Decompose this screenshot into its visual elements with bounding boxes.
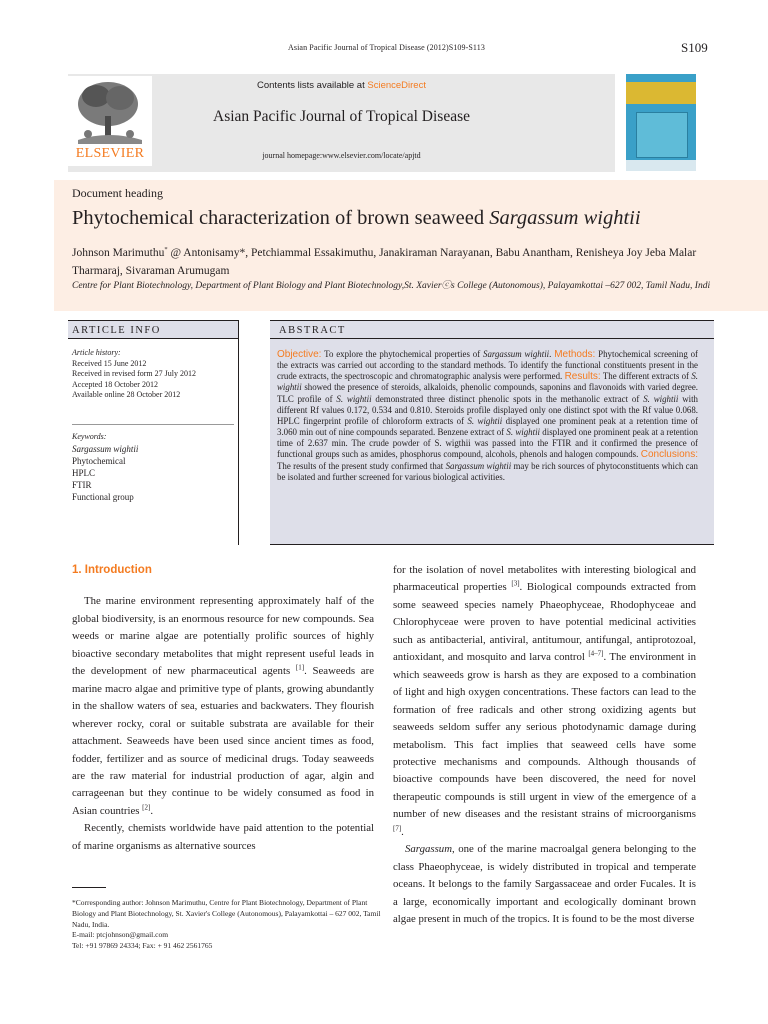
- body-right-column: [393, 562, 696, 929]
- history-item: Received in revised form 27 July 2012: [72, 369, 196, 378]
- paragraph-text: .: [150, 804, 154, 817]
- citation-link[interactable]: [2]: [142, 803, 151, 812]
- paragraph-text: for the isolation of novel metabolites with interesting biological and pharmaceutical properties: [393, 564, 696, 594]
- author-list: [72, 244, 712, 280]
- running-head: Asian Pacific Journal of Tropical Disease (2012)S109-S113: [288, 43, 485, 52]
- keyword-item: Functional group: [72, 492, 134, 502]
- footnote-phone: Tel: +91 97869 24334; Fax: + 91 462 2561765: [72, 941, 213, 951]
- species-name: Sargassum wightii: [483, 349, 550, 359]
- results-label: Results:: [564, 371, 601, 383]
- methods-label: Methods:: [554, 349, 596, 360]
- abstract-heading: ABSTRACT: [270, 320, 714, 339]
- contents-available-line: [68, 80, 615, 91]
- citation-link[interactable]: [7]: [393, 824, 402, 833]
- citation-link[interactable]: [3]: [511, 579, 520, 588]
- abstract-fragment: .: [549, 349, 555, 359]
- contents-prefix: Contents lists available at: [257, 80, 368, 91]
- objective-label: Objective:: [277, 349, 322, 360]
- conclusions-label: Conclusions:: [640, 449, 698, 461]
- keywords-label: Keywords:: [72, 432, 107, 441]
- body-paragraph: [393, 562, 696, 841]
- body-left-column: [72, 562, 374, 855]
- citation-link[interactable]: [4–7]: [588, 649, 604, 658]
- body-paragraph: [72, 593, 374, 820]
- species-name: S. wightii: [643, 393, 679, 404]
- cover-footer: [626, 160, 696, 171]
- abstract-text: [277, 349, 698, 483]
- page-number: S109: [681, 40, 708, 55]
- abstract-fragment: showed the presence of steroids, alkaloids, phenolic compounds, saponins and flavonoids with varied degree. TLC profile of: [277, 382, 698, 404]
- cover-title-band: [626, 82, 696, 104]
- document-heading: Document heading: [72, 186, 163, 200]
- species-name: Sargassum wightii: [445, 460, 512, 471]
- abstract-fragment: may be rich sources of phytoconstituents which can be isolated and further screened for various biological activities.: [277, 460, 698, 482]
- species-name: S. wightii: [277, 371, 698, 393]
- paragraph-text: . Seaweeds are marine macro algae and primitive type of plants, growing abundantly in the shallow waters of sea, estuaries and backwaters. They flourish wherever rocky, coral or suitable substrata are available for their attachment. Seaweeds have been used since ancient times as food, fodder, fertilizer and as source of medicinal drugs. Today seaweeds are the raw material for industrial production of agar, algin and carrageenan but they continue to be widely consumed as food in Asian countries: [72, 665, 374, 817]
- journal-title: Asian Pacific Journal of Tropical Disease: [213, 108, 470, 125]
- keyword-item: Phytochemical: [72, 456, 126, 466]
- paragraph-text: The marine environment representing approximately half of the global biodiversity, is an enormous resource for new compounds. Sea weeds or marine algae are potentially prolific sources of highly bioactive secondary metabolites that might represent useful leads in the development of new pharmaceutical agents: [72, 595, 374, 678]
- article-info-divider: [72, 424, 234, 425]
- abstract-fragment: The different extracts of: [600, 371, 692, 382]
- title-species: Sargassum wightii: [489, 207, 641, 229]
- keyword-item: Sargassum wightii: [72, 444, 139, 454]
- paragraph-text: , one of the marine macroalgal genera belonging to the class Phaeophyceae, is widely distributed in tropical and temperate oceans. It belongs to the family Sargassaceae and order Fucales. It is a large, economically important and ecologically dominant brown algae present in much of the tropics. It is found to be the most diverse: [393, 843, 696, 926]
- article-history: [72, 348, 234, 401]
- species-name: S. wightii: [506, 427, 541, 438]
- elsevier-wordmark: ELSEVIER: [75, 146, 145, 161]
- abstract-fragment: The results of the present study confirmed that: [277, 460, 446, 471]
- sciencedirect-link[interactable]: ScienceDirect: [367, 80, 426, 91]
- species-name: S. wightii: [336, 393, 372, 404]
- history-item: Received 15 June 2012: [72, 358, 147, 368]
- paragraph-text: . Biological compounds extracted from some seaweed species namely Phaeophyceae, Rhodophyceae and Chlorophyceae were proven to have potential medicinal activities such as antibacterial, antiviral, antitumour, antifungal, antiprotozoal, antioxidant, and mosquito and larva control: [393, 581, 697, 664]
- abstract-fragment: To explore the phytochemical properties of: [321, 349, 483, 359]
- corresponding-author-footnote: [72, 898, 382, 952]
- history-label: Article history:: [72, 348, 121, 357]
- article-info-heading: ARTICLE INFO: [68, 320, 238, 339]
- affiliation: Centre for Plant Biotechnology, Department of Plant Biology and Plant Biotechnology,St. Xavierⓒs College (Autonomous), Palayamkottai –627 002, Tamil Nadu, Indi: [72, 281, 711, 291]
- paper-title: [72, 207, 641, 230]
- history-item: Accepted 18 October 2012: [72, 379, 158, 389]
- species-name: S. wightii: [467, 415, 503, 426]
- body-paragraph: Recently, chemists worldwide have paid attention to the potential of marine organisms as alternative sources: [72, 822, 374, 852]
- abstract-fragment: demonstrated three distinct phenolic spots in the methanolic extract of: [371, 393, 644, 404]
- journal-homepage-link[interactable]: journal homepage:www.elsevier.com/locate/apjtd: [262, 151, 421, 160]
- genus-name: Sargassum: [405, 843, 452, 856]
- citation-link[interactable]: [1]: [295, 663, 305, 672]
- history-item: Available online 28 October 2012: [72, 390, 181, 399]
- cover-image: [636, 112, 688, 158]
- abstract-fragment: displayed one prominent peak at a retention time of 2.637 min. The crude powder of S. wigthii was passed into the FTIR and it confirmed the presence of functional groups such as amides, phosphorus compound, alcohols, phenols and halogen compounds.: [277, 427, 698, 460]
- abstract-fragment: Phytochemical screening of the extracts was carried out according to the standard methods. To identify the functional constituents present in the crude extracts, the spectroscopic and chromatographic analysis were performed.: [277, 349, 698, 382]
- abstract-fragment: with different Rf values 0.172, 0.534 and 0.810. Steroids profile displayed only one distinct spot with the Rf value 0.068. HPLC fingerprint profile of chloroform extracts of: [277, 393, 698, 426]
- journal-cover-thumbnail: [626, 74, 696, 171]
- section-heading-introduction: 1. Introduction: [72, 564, 152, 576]
- abstract-fragment: displayed one prominent peak at a retention time of 3.060 min out of nine compounds separated. Benzene extract of: [277, 415, 698, 438]
- keyword-item: HPLC: [72, 468, 96, 478]
- paragraph-text: . The environment in which seaweeds grow is harsh as they are exposed to a combination of light and high oxygen concentrations. These factors can lead to the formation of free radicals and other strong oxidizing agents but seaweeds seldom suffer any serious photodynamic damage during metabolism. This fact implies that seaweed cells have some protective mechanisms and compounds. Although thousands of bioactive compounds have been discovered, the need for novel therapeutic compounds is still urgent in view of the emergence of a number of new diseases and the resistant strains of microorganisms: [393, 651, 696, 821]
- title-main: Phytochemical characterization of brown seaweed: [72, 207, 490, 229]
- paragraph-text: .: [401, 825, 404, 838]
- first-author: Johnson Marimuthu: [72, 247, 165, 259]
- corresponding-mark: *: [164, 246, 168, 254]
- footnote-rule: [72, 887, 106, 888]
- other-authors: @ Antonisamy*, Petchiammal Essakimuthu, Janakiraman Narayanan, Babu Anantham, Renisheya Joy Jeba Malar Tharmaraj, Sivaraman Arumugam: [72, 247, 697, 277]
- footnote-email[interactable]: E-mail: ptcjohnson@gmail.com: [72, 930, 169, 940]
- keyword-item: FTIR: [72, 480, 92, 490]
- body-paragraph: [393, 841, 696, 928]
- footnote-author: *Corresponding author: Johnson Marimuthu, Centre for Plant Biotechnology, Department of Plant Biology and Plant Biotechnology, St. Xavier's College (Autonomous), Palayamkottai – 627 002, Tamil Nadu, India.: [72, 898, 381, 929]
- keywords-list: [72, 431, 234, 503]
